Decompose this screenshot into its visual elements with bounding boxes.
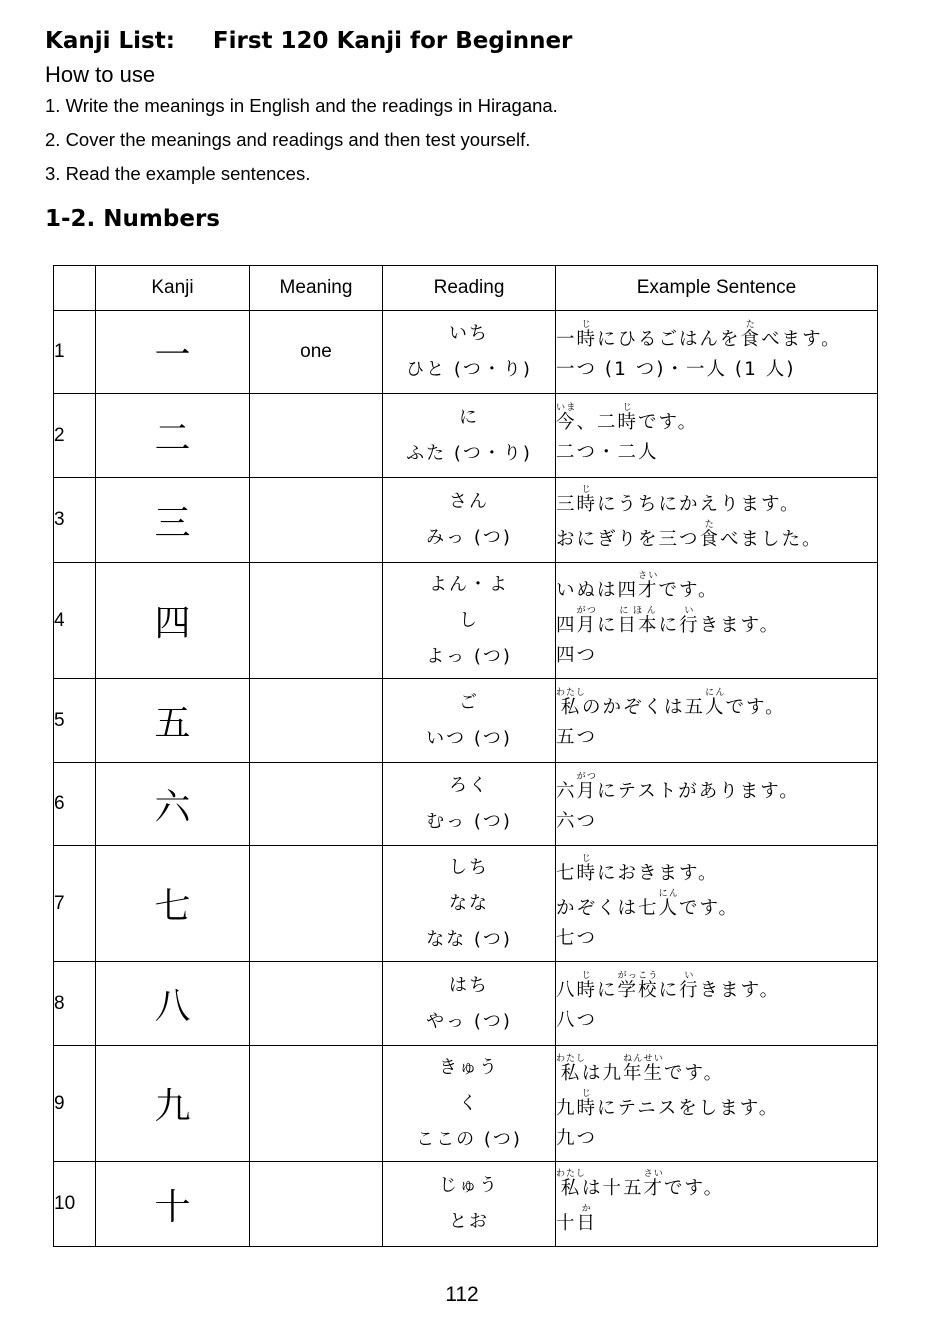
page-header <box>45 24 905 235</box>
kanji-table <box>53 265 878 1247</box>
sentence-text: 三 <box>556 494 577 515</box>
row-number: 3 <box>54 478 96 563</box>
example-sentence <box>556 854 877 889</box>
page-title <box>45 24 905 58</box>
sentence-text: 九 <box>556 1097 577 1119</box>
kanji-character: 八 <box>96 962 250 1046</box>
meaning-cell <box>250 478 383 563</box>
reading-line: よん・よ <box>429 573 509 595</box>
row-number: 9 <box>54 1046 96 1162</box>
sentence-text: べます。 <box>761 328 842 350</box>
furigana-word <box>617 971 659 1001</box>
table-header-row <box>54 266 878 311</box>
sentence-text: 八つ <box>556 1010 598 1031</box>
example-sentence <box>556 1006 877 1036</box>
meaning-cell <box>250 394 383 478</box>
kanji-word: 時 <box>576 862 598 884</box>
row-number: 6 <box>54 763 96 846</box>
furigana-reading: わたし <box>556 688 587 698</box>
row-number: 8 <box>54 962 96 1046</box>
example-cell <box>556 394 878 478</box>
sentence-text: べました。 <box>720 529 823 550</box>
furigana-word <box>679 971 700 1001</box>
sentence-text: 九つ <box>556 1127 598 1149</box>
furigana-reading: がつ <box>576 605 598 616</box>
kanji-character: 一 <box>96 311 250 394</box>
furigana-reading: にん <box>705 688 726 698</box>
reading-line: よっ (つ) <box>426 645 512 667</box>
furigana-reading: じ <box>576 971 598 981</box>
meaning-cell <box>250 962 383 1046</box>
sentence-text: にうちにかえります。 <box>597 494 801 515</box>
sentence-text: です。 <box>658 579 719 601</box>
example-sentence <box>556 1124 877 1154</box>
sentence-text: です。 <box>638 412 699 433</box>
kanji-word: 月 <box>576 614 598 636</box>
furigana-word <box>576 1088 598 1119</box>
reading-line: ろく <box>449 775 489 796</box>
table-row <box>54 311 878 394</box>
kanji-character: 二 <box>96 394 250 478</box>
reading-cell <box>383 563 556 679</box>
furigana-reading: さい <box>643 1169 665 1179</box>
example-sentence <box>556 924 877 954</box>
reading-line: に <box>459 406 479 428</box>
reading-cell <box>383 763 556 846</box>
kanji-word: 時 <box>576 980 598 1001</box>
example-sentence <box>556 1204 877 1239</box>
example-sentence <box>556 1054 877 1089</box>
kanji-word: 才 <box>638 579 659 601</box>
meaning-cell <box>250 679 383 763</box>
instruction-step-3: 3. Read the example sentences. <box>45 163 311 184</box>
example-sentence <box>556 688 877 723</box>
furigana-word <box>576 485 598 515</box>
sentence-text: です。 <box>679 897 740 919</box>
sentence-text: に <box>597 614 618 636</box>
header-number <box>54 266 96 311</box>
reading-cell <box>383 1046 556 1162</box>
sentence-text: 一つ (1 つ)・一人 (1 人) <box>556 358 796 380</box>
row-number: 10 <box>54 1162 96 1247</box>
sentence-text: 八 <box>556 980 577 1001</box>
reading-cell <box>383 679 556 763</box>
kanji-word: 時 <box>576 328 598 350</box>
row-number: 2 <box>54 394 96 478</box>
furigana-reading: た <box>699 520 721 530</box>
table-row <box>54 563 878 679</box>
furigana-reading: じ <box>576 319 598 330</box>
kanji-word: 人 <box>658 897 680 919</box>
sentence-text: 七 <box>556 862 577 884</box>
reading-line: きゅう <box>439 1056 499 1078</box>
furigana-word <box>699 520 721 550</box>
example-cell <box>556 1046 878 1162</box>
furigana-reading: にほん <box>617 605 659 616</box>
furigana-reading: わたし <box>556 1053 587 1064</box>
meaning-cell: one <box>250 311 383 394</box>
sentence-text: にテニスをします。 <box>597 1097 780 1119</box>
kanji-character: 六 <box>96 763 250 846</box>
sentence-text: に <box>658 980 680 1001</box>
kanji-word: 時 <box>617 412 639 433</box>
sentence-text: に <box>597 980 618 1001</box>
sentence-text: にテストがあります。 <box>597 780 800 802</box>
furigana-word <box>638 570 659 601</box>
row-number: 4 <box>54 563 96 679</box>
reading-line: いつ (つ) <box>426 727 512 749</box>
sentence-text: 六つ <box>556 810 598 832</box>
table-row <box>54 1046 878 1162</box>
example-cell <box>556 846 878 962</box>
furigana-reading: がっこう <box>617 971 659 981</box>
sentence-text: は九 <box>582 1062 624 1084</box>
example-sentence <box>556 606 877 641</box>
sentence-text: 一 <box>556 328 577 350</box>
sentence-text: は十五 <box>582 1178 644 1199</box>
kanji-word: 月 <box>576 780 598 802</box>
furigana-word <box>658 888 680 919</box>
furigana-word <box>556 1053 587 1084</box>
reading-line: く <box>459 1092 479 1114</box>
sentence-text: 七つ <box>556 927 598 949</box>
reading-line: はち <box>449 974 489 996</box>
kanji-word: 学校 <box>617 980 659 1001</box>
kanji-word: 私 <box>556 1062 587 1084</box>
example-sentence <box>556 485 877 520</box>
sentence-text: 二つ・二人 <box>556 442 659 463</box>
reading-line: いち <box>449 323 489 344</box>
furigana-word <box>643 1169 665 1199</box>
furigana-reading: いま <box>556 403 577 413</box>
furigana-reading: にん <box>658 888 680 899</box>
furigana-word <box>740 319 762 350</box>
furigana-reading: じ <box>576 485 598 495</box>
reading-line: やっ (つ) <box>426 1010 512 1032</box>
example-sentence <box>556 723 877 753</box>
reading-cell <box>383 394 556 478</box>
furigana-word <box>623 1053 665 1084</box>
sentence-text: です。 <box>664 1062 725 1084</box>
example-sentence <box>556 807 877 837</box>
example-cell <box>556 311 878 394</box>
furigana-reading: じ <box>576 1088 598 1099</box>
kanji-character: 五 <box>96 679 250 763</box>
furigana-word <box>576 605 598 636</box>
example-cell <box>556 679 878 763</box>
row-number: 5 <box>54 679 96 763</box>
furigana-word <box>576 771 598 802</box>
kanji-word: 食 <box>740 328 762 350</box>
reading-cell <box>383 962 556 1046</box>
furigana-word <box>576 1204 598 1234</box>
page-number: 112 <box>445 1283 479 1306</box>
sentence-text: のかぞくは五 <box>582 697 706 718</box>
example-sentence <box>556 641 877 671</box>
example-cell <box>556 962 878 1046</box>
furigana-reading: い <box>679 605 700 616</box>
title-text: First 120 Kanji for Beginner <box>212 28 573 54</box>
example-sentence <box>556 520 877 555</box>
reading-line: ご <box>459 691 479 713</box>
reading-cell <box>383 1162 556 1247</box>
reading-line: ひと (つ・り) <box>406 359 532 380</box>
table-row <box>54 763 878 846</box>
reading-line: し <box>459 609 479 631</box>
meaning-cell <box>250 1046 383 1162</box>
how-to-heading: How to use <box>45 62 156 87</box>
reading-cell <box>383 478 556 563</box>
table-row <box>54 679 878 763</box>
example-sentence <box>556 571 877 606</box>
furigana-word <box>617 605 659 636</box>
furigana-word <box>576 971 598 1001</box>
sentence-text: 五つ <box>556 727 598 748</box>
reading-cell <box>383 846 556 962</box>
reading-line: なな <box>449 892 489 914</box>
reading-line: しち <box>449 856 489 878</box>
reading-line: じゅう <box>439 1175 499 1196</box>
kanji-character: 九 <box>96 1046 250 1162</box>
section-title: 1-2. Numbers <box>45 206 220 232</box>
kanji-word: 日本 <box>617 614 659 636</box>
instruction-step-1: 1. Write the meanings in English and the readings in Hiragana. <box>45 95 558 116</box>
reading-line: さん <box>449 491 489 512</box>
example-sentence <box>556 772 877 807</box>
furigana-reading: じ <box>576 853 598 864</box>
table-row <box>54 394 878 478</box>
furigana-word <box>576 853 598 884</box>
example-sentence <box>556 889 877 924</box>
header-kanji: Kanji <box>96 266 250 311</box>
instruction-step-2: 2. Cover the meanings and readings and then test yourself. <box>45 129 531 150</box>
example-sentence <box>556 1089 877 1124</box>
sentence-text: いぬは四 <box>556 579 639 601</box>
example-sentence <box>556 438 877 468</box>
row-number: 7 <box>54 846 96 962</box>
furigana-word <box>556 1169 587 1199</box>
example-cell <box>556 1162 878 1247</box>
sentence-text: にひるごはんを <box>597 328 741 350</box>
furigana-reading: た <box>740 319 762 330</box>
kanji-word: 行 <box>679 614 700 636</box>
example-sentence <box>556 403 877 438</box>
header-meaning: Meaning <box>250 266 383 311</box>
reading-line: みっ (つ) <box>426 527 512 548</box>
furigana-reading: ねんせい <box>623 1053 665 1064</box>
example-cell <box>556 563 878 679</box>
furigana-word <box>576 319 598 350</box>
table-row <box>54 962 878 1046</box>
kanji-word: 日 <box>576 1213 598 1234</box>
table-row <box>54 846 878 962</box>
sentence-text: 四つ <box>556 644 598 666</box>
header-reading: Reading <box>383 266 556 311</box>
furigana-word <box>705 688 726 718</box>
sentence-text: かぞくは七 <box>556 897 659 919</box>
kanji-word: 私 <box>556 1178 587 1199</box>
kanji-word: 時 <box>576 494 598 515</box>
furigana-word <box>556 403 577 433</box>
reading-line: なな (つ) <box>426 928 512 950</box>
furigana-reading: じ <box>617 403 639 413</box>
kanji-word: 年生 <box>623 1062 665 1084</box>
example-sentence <box>556 1169 877 1204</box>
sentence-text: です。 <box>725 697 786 718</box>
kanji-word: 行 <box>679 980 700 1001</box>
example-sentence <box>556 971 877 1006</box>
example-cell <box>556 478 878 563</box>
kanji-word: 時 <box>576 1097 598 1119</box>
meaning-cell <box>250 846 383 962</box>
sentence-text: 四 <box>556 614 577 636</box>
furigana-word <box>617 403 639 433</box>
example-sentence <box>556 355 877 385</box>
furigana-word <box>679 605 700 636</box>
furigana-word <box>556 688 587 718</box>
table-row <box>54 1162 878 1247</box>
furigana-reading: がつ <box>576 771 598 782</box>
kanji-word: 才 <box>643 1178 665 1199</box>
sentence-text: です。 <box>664 1178 725 1199</box>
kanji-word: 食 <box>699 529 721 550</box>
furigana-reading: い <box>679 971 700 981</box>
sentence-text: きます。 <box>699 980 781 1001</box>
kanji-character: 十 <box>96 1162 250 1247</box>
kanji-character: 七 <box>96 846 250 962</box>
sentence-text: おにぎりを三つ <box>556 529 700 550</box>
sentence-text: 、二 <box>576 412 618 433</box>
kanji-word: 人 <box>705 697 726 718</box>
meaning-cell <box>250 763 383 846</box>
reading-line: むっ (つ) <box>426 811 512 832</box>
kanji-character: 四 <box>96 563 250 679</box>
kanji-word: 今 <box>556 412 577 433</box>
sentence-text: に <box>658 614 680 636</box>
furigana-reading: さい <box>638 570 659 581</box>
kanji-character: 三 <box>96 478 250 563</box>
title-label: Kanji List: <box>45 28 175 54</box>
row-number: 1 <box>54 311 96 394</box>
reading-cell <box>383 311 556 394</box>
sentence-text: 十 <box>556 1213 577 1234</box>
kanji-word: 私 <box>556 697 587 718</box>
meaning-cell <box>250 563 383 679</box>
meaning-cell <box>250 1162 383 1247</box>
example-cell <box>556 763 878 846</box>
example-sentence <box>556 320 877 355</box>
reading-line: とお <box>449 1211 489 1232</box>
table-row <box>54 478 878 563</box>
sentence-text: におきます。 <box>597 862 719 884</box>
furigana-reading: か <box>576 1204 598 1214</box>
table-body <box>54 311 878 1247</box>
reading-line: ここの (つ) <box>416 1128 522 1150</box>
reading-line: ふた (つ・り) <box>406 442 532 464</box>
header-example: Example Sentence <box>556 266 878 311</box>
furigana-reading: わたし <box>556 1169 587 1179</box>
sentence-text: 六 <box>556 780 577 802</box>
sentence-text: きます。 <box>699 614 781 636</box>
